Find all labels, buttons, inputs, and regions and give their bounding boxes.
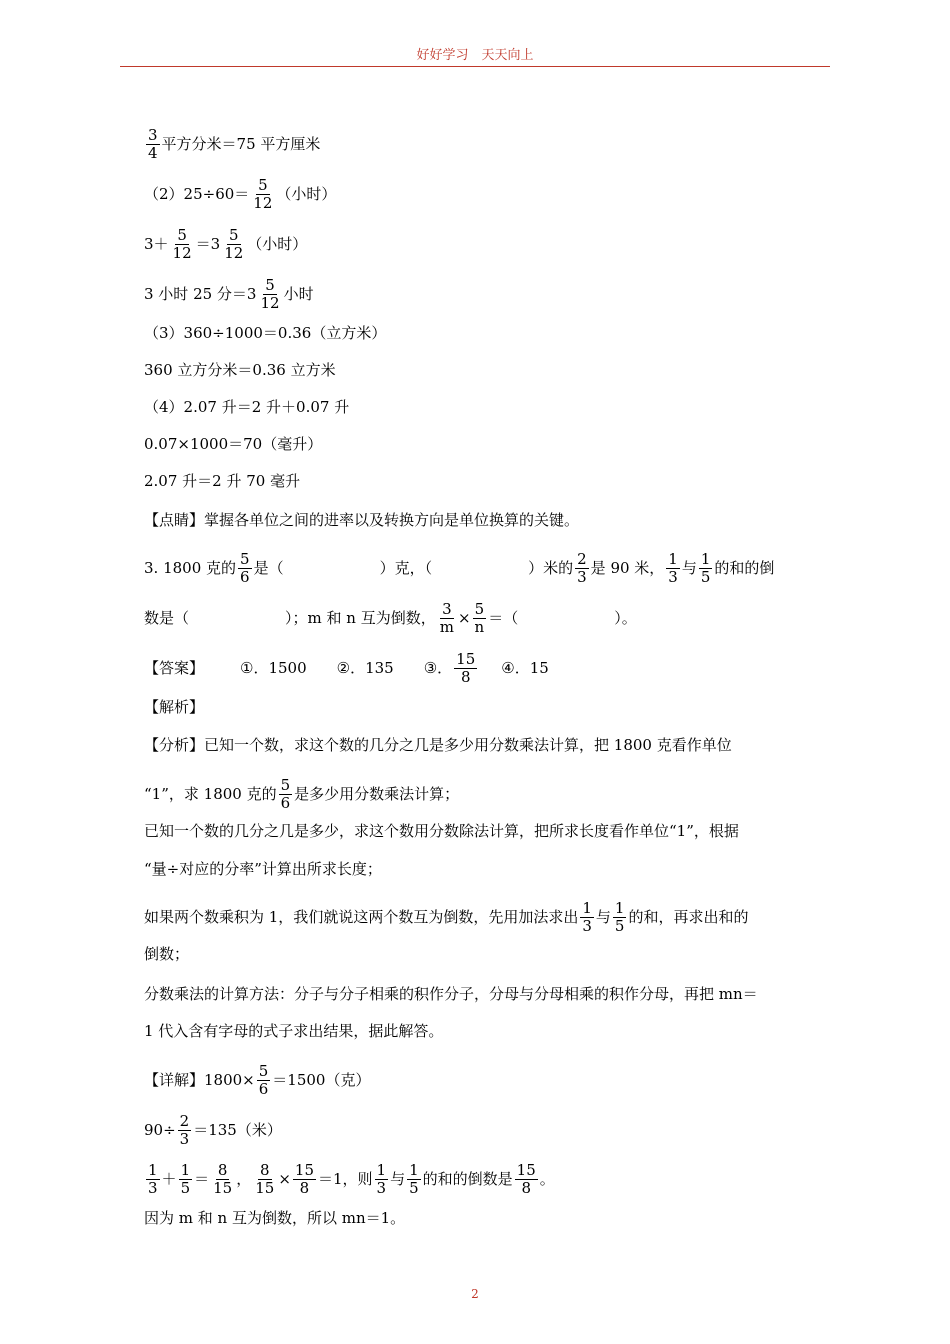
fraction: $\frac{2}{3}$ (577, 550, 587, 587)
fraction: $\frac{5}{12}$ (172, 226, 192, 263)
line-9: 2.07 升＝2 升 70 毫升 (144, 472, 301, 490)
question-3-line-1: 3. 1800 克的 $\frac{5}{6}$ 是（ ）克，（ ）米的 $\frac{2}{3}$ 是 90 米， $\frac{1}{3}$ 与 $\frac{1}{5}$ 的和的倒 (144, 550, 775, 587)
line-10: 【点睛】掌握各单位之间的进率以及转换方向是单位换算的关键。 (144, 511, 580, 529)
analysis-line-2: “1”，求 1800 克的 $\frac{5}{6}$ 是多少用分数乘法计算； (144, 776, 460, 813)
fraction: $\frac{5}{n}$ (474, 600, 485, 637)
line-3: 3＋ $\frac{5}{12}$ ＝3 $\frac{5}{12}$ （小时） (144, 226, 308, 263)
line-4: 3 小时 25 分＝3 $\frac{5}{12}$ 小时 (144, 276, 314, 313)
analysis-line-7: 分数乘法的计算方法：分子与分子相乘的积作分子，分母与分母相乘的积作分母，再把 mn＝ (144, 985, 758, 1003)
analysis-line-6: 倒数； (144, 945, 190, 963)
line-8: 0.07×1000＝70（毫升） (144, 435, 323, 453)
answer-line: 【答案】 ①．1500 ②．135 ③． $\frac{15}{8}$ ④．15 (144, 650, 549, 687)
fraction: $\frac{3}{m}$ (439, 600, 454, 637)
page-number: 2 (471, 1287, 479, 1301)
line-6: 360 立方分米＝0.36 立方米 (144, 361, 336, 379)
line-7: （4）2.07 升＝2 升＋0.07 升 (144, 398, 350, 416)
analysis-line-8: 1 代入含有字母的式子求出结果，据此解答。 (144, 1022, 444, 1040)
fraction: $\frac{2}{3}$ (179, 1112, 190, 1149)
line-5: （3）360÷1000＝0.36（立方米） (144, 324, 387, 342)
page-header: 好好学习 天天向上 (416, 48, 534, 63)
fraction: $\frac{8}{15}$ (255, 1161, 275, 1198)
detail-line-2: 90÷ $\frac{2}{3}$ ＝135（米） (144, 1112, 282, 1149)
detail-line-4: 因为 m 和 n 互为倒数，所以 mn＝1。 (144, 1209, 406, 1227)
fraction: $\frac{1}{3}$ (376, 1161, 387, 1198)
detail-line-1: 【详解】1800× $\frac{5}{6}$ ＝1500（克） (144, 1062, 371, 1099)
fraction: $\frac{1}{3}$ (582, 899, 592, 936)
fraction: $\frac{8}{15}$ (213, 1161, 233, 1198)
header-divider (120, 66, 830, 67)
analysis-line-3: 已知一个数的几分之几是多少，求这个数用分数除法计算，把所求长度看作单位“1”，根据 (144, 822, 739, 840)
line-2: （2）25÷60＝ $\frac{5}{12}$ （小时） (144, 176, 337, 213)
fraction: $\frac{15}{8}$ (456, 650, 476, 687)
analysis-line-1: 【分析】已知一个数，求这个数的几分之几是多少用分数乘法计算，把 1800 克看作单位 (144, 736, 732, 754)
fraction: $\frac{5}{6}$ (280, 776, 291, 813)
fraction: $\frac{5}{6}$ (240, 550, 250, 587)
fraction: $\frac{1}{5}$ (180, 1161, 191, 1198)
analysis-line-5: 如果两个数乘积为 1，我们就说这两个数互为倒数，先用加法求出 $\frac{1}{3}$ 与 $\frac{1}{5}$ 的和，再求出和的 (144, 899, 749, 936)
fraction: $\frac{15}{8}$ (516, 1161, 536, 1198)
fraction: $\frac{1}{5}$ (409, 1161, 419, 1198)
fraction: $\frac{1}{3}$ (148, 1161, 158, 1198)
fraction: $\frac{5}{12}$ (224, 226, 244, 263)
question-3-line-2: 数是（ ）；m 和 n 互为倒数， $\frac{3}{m}$ × $\frac{5}{n}$ ＝（ ）。 (144, 600, 637, 637)
fraction: $\frac{3}{4}$ (148, 126, 158, 163)
fraction: $\frac{5}{6}$ (258, 1062, 269, 1099)
analysis-line-4: “量÷对应的分率”计算出所求长度； (144, 860, 382, 878)
fraction: $\frac{15}{8}$ (294, 1161, 314, 1198)
analysis-heading: 【解析】 (144, 698, 205, 716)
fraction: $\frac{1}{5}$ (700, 550, 711, 587)
detail-line-3: $\frac{1}{3}$ ＋ $\frac{1}{5}$ ＝ $\frac{8}{15}$ ， $\frac{8}{15}$ × $\frac{15}{8}$ ＝1，则 $\frac{1}{3}$ 与 $\frac{1}{5}$ 的和的倒数是 $\frac{15}{8}$ 。 (148, 1161, 555, 1198)
fraction: $\frac{1}{3}$ (668, 550, 678, 587)
fraction: $\frac{5}{12}$ (260, 276, 280, 313)
line-1: $\frac{3}{4}$ 平方分米＝75 平方厘米 (148, 126, 321, 163)
fraction: $\frac{1}{5}$ (614, 899, 625, 936)
fraction: $\frac{5}{12}$ (253, 176, 273, 213)
